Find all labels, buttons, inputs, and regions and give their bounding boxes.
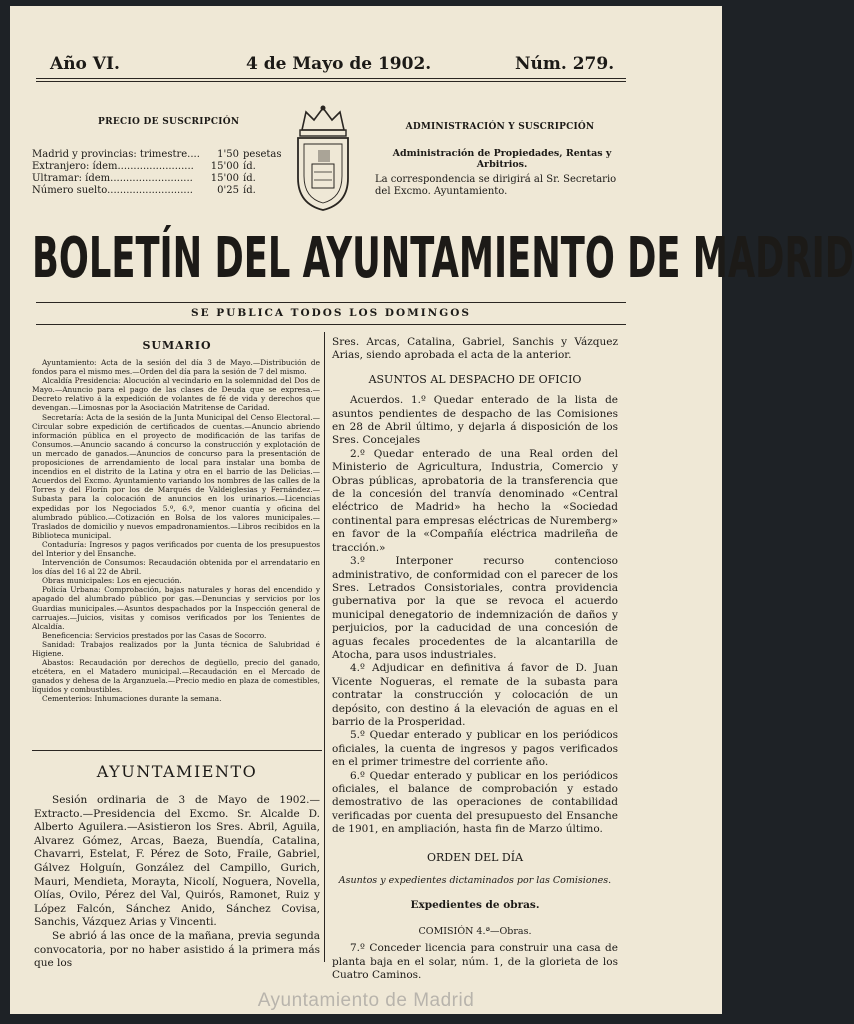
expedientes-heading: Expedientes de obras. bbox=[410, 899, 540, 912]
session-paragraph: Sesión ordinaria de 3 de Mayo de 1902.—Extracto.—Presidencia del Excmo. Sr. Alcalde D. Alberto Aguilera.—Asistieron los Sres. Abril, Aguila, Alvarez Gómez, Arcas, Baeza, Buendía, Catalina, Chavarri, Estelat, F. Pérez de Soto, Fraile, Gabriel, Gálvez Holguín, González del Campillo, Gurich, Mauri, Mendieta, Morayta, Nicolí, Noguera, Novella, Olías, Ovilo, Pérez del Val, Quirós, Ramonet, Ruiz y López Falcón, Sánchez Anido, Sánchez Covisa, Sanchis, Vázquez Arias y Vincenti. bbox=[34, 794, 320, 929]
orden-heading: ORDEN DEL DÍA bbox=[426, 850, 524, 864]
asunto-item: 5.º Quedar enterado y publicar en los periódicos oficiales, la cuenta de ingresos y pagos verificados en el primer trimestre del corriente año. bbox=[332, 729, 618, 769]
sumario-rule bbox=[32, 750, 322, 751]
sumario-body bbox=[32, 358, 320, 746]
top-rule-thin bbox=[36, 81, 626, 82]
ayuntamiento-heading: AYUNTAMIENTO bbox=[96, 762, 258, 781]
comision-heading: COMISIÓN 4.ª—Obras. bbox=[418, 925, 532, 937]
sumario-paragraph: Abastos: Recaudación por derechos de degüello, precio del ganado, etcétera, en el Matadero municipal.—Recaudación en el Mercado de ganados y dehesa de la Arganzuela.—Precio medio en plaza de comestibles, líquidos y combustibles. bbox=[32, 658, 320, 695]
asuntos-heading: ASUNTOS AL DESPACHO DE OFICIO bbox=[368, 372, 582, 386]
issue-year: Año VI. bbox=[50, 54, 120, 74]
subscription-row: Ultramar: ídem.......................... 15'00 íd. bbox=[32, 173, 256, 184]
sumario-paragraph: Alcaldía Presidencia: Alocución al vecindario en la solemnidad del Dos de Mayo.—Anuncio para el pago de las clases de Deuda que se expresa.—Decreto relativo á la expedición de volantes de fé de vida y derechos que devengan.—Limosnas por la Asociación Matritense de Caridad. bbox=[32, 376, 320, 413]
newspaper-page bbox=[10, 6, 854, 1014]
top-rule bbox=[36, 78, 626, 79]
tagline-rule bbox=[36, 324, 626, 325]
sumario-paragraph: Sanidad: Trabajos realizados por la Junta técnica de Salubridad é Higiene. bbox=[32, 639, 320, 658]
issue-date: 4 de Mayo de 1902. bbox=[246, 54, 432, 74]
column-divider bbox=[324, 332, 325, 962]
newspaper-title: BOLETÍN DEL AYUNTAMIENTO DE MADRID bbox=[32, 226, 854, 291]
issue-number: Núm. 279. bbox=[515, 54, 615, 74]
asunto-item: 2.º Quedar enterado de una Real orden del Ministerio de Agricultura, Industria, Comercio y Obras públicas, aprobatoria de la transferencia que de la concesión del tranvía denominado «Central eléctrico de Madrid» ha hecho la «Sociedad continental para empresas eléctricas de Nuremberg» en favor de la «Compañía eléctrica madrileña de tracción.» bbox=[332, 447, 618, 554]
title-wrap bbox=[32, 224, 854, 294]
subscription-heading: PRECIO DE SUSCRIPCIÓN bbox=[98, 117, 240, 127]
coat-of-arms-icon bbox=[290, 102, 356, 214]
subscription-row: Madrid y provincias: trimestre.... 1'50 pesetas bbox=[32, 149, 282, 160]
asunto-item: 4.º Adjudicar en definitiva á favor de D. Juan Vicente Nogueras, el remate de la subasta para contratar la construcción y colocación de un depósito, con destino á la elevación de aguas en el barrio de la Prosperidad. bbox=[332, 662, 618, 728]
asunto-item: Acuerdos. 1.º Quedar enterado de la lista de asuntos pendientes de despacho de las Comisiones en 28 de Abril último, y dejarla á disposición de los Sres. Concejales bbox=[332, 394, 618, 447]
sumario-paragraph: Ayuntamiento: Acta de la sesión del día 3 de Mayo.—Distribución de fondos para el mismo mes.—Orden del día para la sesión de 7 del mismo. bbox=[32, 358, 320, 377]
opening-paragraph: Se abrió á las once de la mañana, previa segunda convocatoria, por no haber asistido á la primera más que los bbox=[34, 929, 320, 970]
tagline: SE PUBLICA TODOS LOS DOMINGOS bbox=[191, 307, 471, 319]
administration-heading: ADMINISTRACIÓN Y SUSCRIPCIÓN bbox=[405, 122, 595, 132]
administration-note: La correspondencia se dirigirá al Sr. Secretario del Excmo. Ayuntamiento. bbox=[375, 174, 617, 197]
asunto-item: 6.º Quedar enterado y publicar en los periódicos oficiales, el balance de comprobación y estado demostrativo de las operaciones de contabilidad verificadas por cuenta del presupuesto del Ensanche de 1901, en ampliación, hasta fin de Marzo último. bbox=[332, 769, 618, 836]
item-7: 7.º Conceder licencia para construir una casa de planta baja en el solar, núm. 1, de la glorieta de los Cuatro Caminos. bbox=[332, 942, 618, 982]
sumario-paragraph: Beneficencia: Servicios prestados por las Casas de Socorro. bbox=[42, 630, 267, 640]
right-column bbox=[332, 336, 618, 982]
continuation-paragraph: Sres. Arcas, Catalina, Gabriel, Sanchis y Vázquez Arias, siendo aprobada el acta de la anterior. bbox=[332, 336, 618, 362]
sumario-paragraph: Intervención de Consumos: Recaudación obtenida por el arrendatario en los días del 16 al 22 de Abril. bbox=[32, 558, 320, 577]
sumario-paragraph: Contaduría: Ingresos y pagos verificados por cuenta de los presupuestos del Interior y del Ensanche. bbox=[32, 539, 320, 558]
ayuntamiento-body bbox=[34, 794, 320, 971]
sumario-paragraph: Policía Urbana: Comprobación, bajas naturales y horas del encendido y apagado del alumbrado público por gas.—Denuncias y servicios por los Guardias municipales.—Asuntos despachados por la Inspección general de carruajes.—Juicios, visitas y comisos verificados por los Tenientes de Alcaldía. bbox=[32, 585, 320, 631]
sumario-heading: SUMARIO bbox=[142, 339, 212, 352]
sumario-paragraph: Cementerios: Inhumaciones durante la semana. bbox=[42, 694, 222, 704]
title-rule bbox=[36, 302, 626, 303]
orden-subheading: Asuntos y expedientes dictaminados por las Comisiones. bbox=[338, 875, 612, 887]
subscription-table bbox=[32, 149, 282, 197]
administration-office: Administración de Propiedades, Rentas y Arbitrios. bbox=[392, 148, 612, 170]
watermark: Ayuntamiento de Madrid bbox=[257, 990, 475, 1011]
sumario-paragraph: Secretaría: Acta de la sesión de la Junta Municipal del Censo Electoral.—Circular sobre expedición de certificados de cuentas.—Anuncio abriendo información pública en el proyecto de modificación de las tarifas de Consumos.—Anuncio sacando á concurso la construcción y explotación de un mercado de ganados.—Anuncios de concurso para la presentación de proposiciones de arrendamiento de local para instalar una bomba de incendios en el distrito de la Latina y otra en el barrio de las Delicias.—Acuerdos del Excmo. Ayuntamiento variando los nombres de las calles de la Torres y del Florín por los de Marqués de Valdeiglesias y Fernández.—Subasta para la colocación de anuncios en los urinarios.—Licencias expedidas por los Negociados 5.º, 6.º, menor cuantía y oficina del alumbrado público.—Cotización en Bolsa de los valores municipales.—Traslados de domicilio y nuevos empadronamientos.—Libros recibidos en la Biblioteca municipal. bbox=[32, 412, 320, 540]
subscription-row: Número suelto........................... 0'25 íd. bbox=[32, 185, 256, 196]
asunto-item: 3.º Interponer recurso contencioso administrativo, de conformidad con el parecer de los Sres. Letrados Consistoriales, contra providencia gubernativa por la que se revoca el acuerdo municipal denegatorio de indemnización de daños y perjuicios, por la caducidad de una concesión de aguas fecales procedentes de la alcantarilla de Atocha, para usos industriales. bbox=[332, 555, 618, 661]
subscription-row: Extranjero: ídem........................ 15'00 íd. bbox=[32, 161, 256, 172]
sumario-paragraph: Obras municipales: Los en ejecución. bbox=[42, 576, 182, 586]
